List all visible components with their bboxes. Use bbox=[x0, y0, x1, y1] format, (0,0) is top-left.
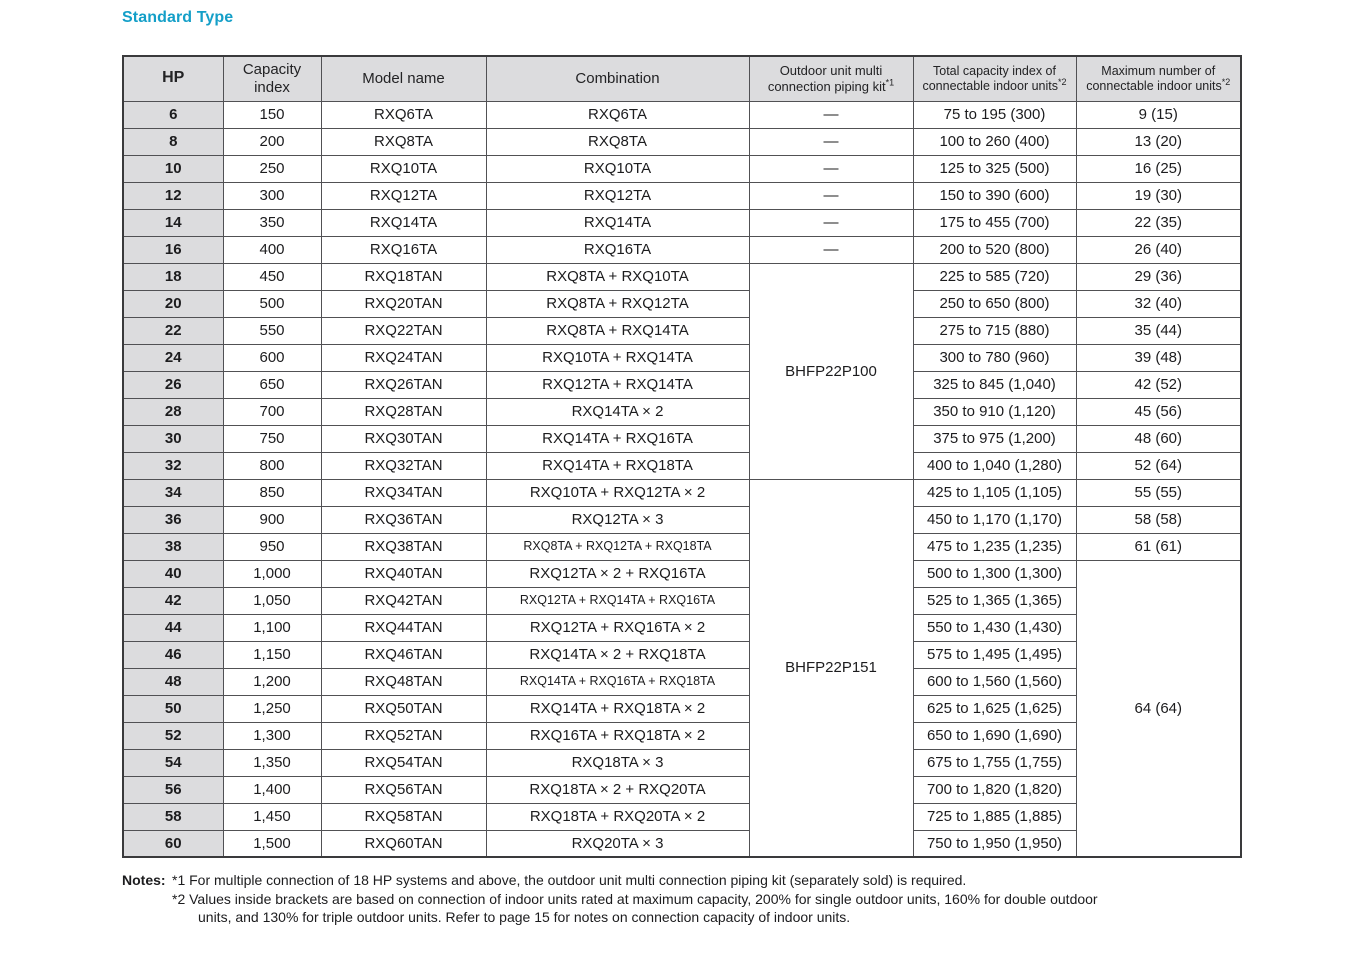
table-row bbox=[123, 425, 1241, 452]
table-row bbox=[123, 209, 1241, 236]
cell-max: 26 (40) bbox=[1076, 236, 1241, 263]
cell-max: 22 (35) bbox=[1076, 209, 1241, 236]
cell-model: RXQ6TA bbox=[321, 101, 486, 128]
cell-capacity: 1,450 bbox=[223, 803, 321, 830]
cell-model: RXQ26TAN bbox=[321, 371, 486, 398]
cell-hp: 24 bbox=[123, 344, 223, 371]
cell-model: RXQ18TAN bbox=[321, 263, 486, 290]
cell-hp: 38 bbox=[123, 533, 223, 560]
cell-hp: 34 bbox=[123, 479, 223, 506]
cell-model: RXQ40TAN bbox=[321, 560, 486, 587]
notes-body bbox=[172, 871, 1130, 927]
cell-total: 625 to 1,625 (1,625) bbox=[913, 695, 1076, 722]
cell-model: RXQ36TAN bbox=[321, 506, 486, 533]
cell-total: 125 to 325 (500) bbox=[913, 155, 1076, 182]
cell-total: 475 to 1,235 (1,235) bbox=[913, 533, 1076, 560]
table-row bbox=[123, 398, 1241, 425]
cell-combination: RXQ14TA + RXQ16TA + RXQ18TA bbox=[486, 668, 749, 695]
cell-max: 55 (55) bbox=[1076, 479, 1241, 506]
cell-hp: 48 bbox=[123, 668, 223, 695]
cell-model: RXQ56TAN bbox=[321, 776, 486, 803]
cell-total: 350 to 910 (1,120) bbox=[913, 398, 1076, 425]
header-kit: Outdoor unit multi connection piping kit$^{*1}$ bbox=[749, 56, 913, 101]
cell-kit: — bbox=[749, 209, 913, 236]
table-row bbox=[123, 722, 1241, 749]
cell-total: 325 to 845 (1,040) bbox=[913, 371, 1076, 398]
footnote-marker: *2 bbox=[1221, 76, 1231, 87]
header-total: Total capacity index of connectable indoor units$^{*2}$ bbox=[913, 56, 1076, 101]
cell-hp: 60 bbox=[123, 830, 223, 857]
table-row bbox=[123, 560, 1241, 587]
table-row bbox=[123, 830, 1241, 857]
table-row bbox=[123, 614, 1241, 641]
cell-model: RXQ46TAN bbox=[321, 641, 486, 668]
cell-model: RXQ58TAN bbox=[321, 803, 486, 830]
cell-max: 32 (40) bbox=[1076, 290, 1241, 317]
cell-hp: 54 bbox=[123, 749, 223, 776]
header-hp: HP bbox=[123, 56, 223, 101]
cell-capacity: 200 bbox=[223, 128, 321, 155]
cell-hp: 58 bbox=[123, 803, 223, 830]
cell-hp: 50 bbox=[123, 695, 223, 722]
cell-combination: RXQ16TA bbox=[486, 236, 749, 263]
cell-max: 29 (36) bbox=[1076, 263, 1241, 290]
cell-combination: RXQ18TA + RXQ20TA × 2 bbox=[486, 803, 749, 830]
cell-capacity: 350 bbox=[223, 209, 321, 236]
cell-hp: 8 bbox=[123, 128, 223, 155]
note-2: *2 Values inside brackets are based on connection of indoor units rated at maximum capacity, 200% for single outdoor units, 160% for double outdoor units, and 130% for triple outdoor units. Refer to page 15 for notes on connection capacity of indoor units. bbox=[172, 890, 1098, 925]
cell-total: 500 to 1,300 (1,300) bbox=[913, 560, 1076, 587]
table-row bbox=[123, 506, 1241, 533]
cell-kit: BHFP22P100 bbox=[749, 263, 913, 479]
cell-total: 525 to 1,365 (1,365) bbox=[913, 587, 1076, 614]
cell-total: 725 to 1,885 (1,885) bbox=[913, 803, 1076, 830]
cell-model: RXQ50TAN bbox=[321, 695, 486, 722]
table-row bbox=[123, 317, 1241, 344]
cell-capacity: 400 bbox=[223, 236, 321, 263]
table-row bbox=[123, 128, 1241, 155]
cell-combination: RXQ12TA + RXQ16TA × 2 bbox=[486, 614, 749, 641]
cell-capacity: 600 bbox=[223, 344, 321, 371]
cell-total: 650 to 1,690 (1,690) bbox=[913, 722, 1076, 749]
cell-capacity: 650 bbox=[223, 371, 321, 398]
cell-hp: 10 bbox=[123, 155, 223, 182]
table-row bbox=[123, 371, 1241, 398]
cell-model: RXQ48TAN bbox=[321, 668, 486, 695]
cell-hp: 46 bbox=[123, 641, 223, 668]
cell-hp: 32 bbox=[123, 452, 223, 479]
cell-hp: 26 bbox=[123, 371, 223, 398]
cell-capacity: 700 bbox=[223, 398, 321, 425]
cell-model: RXQ32TAN bbox=[321, 452, 486, 479]
cell-hp: 12 bbox=[123, 182, 223, 209]
cell-combination: RXQ8TA + RXQ12TA + RXQ18TA bbox=[486, 533, 749, 560]
cell-hp: 30 bbox=[123, 425, 223, 452]
cell-combination: RXQ14TA + RXQ18TA × 2 bbox=[486, 695, 749, 722]
cell-capacity: 250 bbox=[223, 155, 321, 182]
cell-model: RXQ24TAN bbox=[321, 344, 486, 371]
cell-combination: RXQ14TA + RXQ18TA bbox=[486, 452, 749, 479]
footnote-marker: *1 bbox=[885, 77, 895, 88]
cell-hp: 16 bbox=[123, 236, 223, 263]
cell-total: 400 to 1,040 (1,280) bbox=[913, 452, 1076, 479]
cell-hp: 44 bbox=[123, 614, 223, 641]
cell-max: 13 (20) bbox=[1076, 128, 1241, 155]
header-combination: Combination bbox=[486, 56, 749, 101]
cell-kit: BHFP22P151 bbox=[749, 479, 913, 857]
notes-section bbox=[122, 871, 1366, 927]
header-max: Maximum number of connectable indoor units$^{*2}$ bbox=[1076, 56, 1241, 101]
cell-capacity: 1,250 bbox=[223, 695, 321, 722]
cell-capacity: 1,200 bbox=[223, 668, 321, 695]
notes-label: Notes: bbox=[122, 872, 166, 888]
cell-combination: RXQ14TA × 2 + RXQ18TA bbox=[486, 641, 749, 668]
cell-combination: RXQ18TA × 2 + RXQ20TA bbox=[486, 776, 749, 803]
table-row bbox=[123, 344, 1241, 371]
cell-max: 52 (64) bbox=[1076, 452, 1241, 479]
cell-model: RXQ60TAN bbox=[321, 830, 486, 857]
cell-total: 700 to 1,820 (1,820) bbox=[913, 776, 1076, 803]
cell-capacity: 150 bbox=[223, 101, 321, 128]
header-model: Model name bbox=[321, 56, 486, 101]
cell-capacity: 300 bbox=[223, 182, 321, 209]
cell-combination: RXQ10TA bbox=[486, 155, 749, 182]
cell-kit: — bbox=[749, 182, 913, 209]
cell-capacity: 1,500 bbox=[223, 830, 321, 857]
cell-kit: — bbox=[749, 236, 913, 263]
cell-combination: RXQ8TA + RXQ12TA bbox=[486, 290, 749, 317]
table-row bbox=[123, 587, 1241, 614]
cell-total: 575 to 1,495 (1,495) bbox=[913, 641, 1076, 668]
cell-combination: RXQ12TA + RXQ14TA bbox=[486, 371, 749, 398]
cell-model: RXQ30TAN bbox=[321, 425, 486, 452]
cell-model: RXQ8TA bbox=[321, 128, 486, 155]
cell-combination: RXQ8TA + RXQ10TA bbox=[486, 263, 749, 290]
cell-total: 100 to 260 (400) bbox=[913, 128, 1076, 155]
cell-hp: 18 bbox=[123, 263, 223, 290]
cell-model: RXQ28TAN bbox=[321, 398, 486, 425]
cell-total: 75 to 195 (300) bbox=[913, 101, 1076, 128]
header-capacity: Capacity index bbox=[223, 56, 321, 101]
header-row bbox=[123, 56, 1241, 101]
cell-max: 48 (60) bbox=[1076, 425, 1241, 452]
cell-combination: RXQ12TA × 2 + RXQ16TA bbox=[486, 560, 749, 587]
table-row bbox=[123, 263, 1241, 290]
cell-combination: RXQ16TA + RXQ18TA × 2 bbox=[486, 722, 749, 749]
cell-combination: RXQ10TA + RXQ14TA bbox=[486, 344, 749, 371]
cell-capacity: 500 bbox=[223, 290, 321, 317]
cell-total: 200 to 520 (800) bbox=[913, 236, 1076, 263]
cell-total: 550 to 1,430 (1,430) bbox=[913, 614, 1076, 641]
cell-total: 600 to 1,560 (1,560) bbox=[913, 668, 1076, 695]
cell-capacity: 1,100 bbox=[223, 614, 321, 641]
cell-max: 9 (15) bbox=[1076, 101, 1241, 128]
cell-model: RXQ54TAN bbox=[321, 749, 486, 776]
cell-total: 375 to 975 (1,200) bbox=[913, 425, 1076, 452]
cell-total: 675 to 1,755 (1,755) bbox=[913, 749, 1076, 776]
cell-hp: 28 bbox=[123, 398, 223, 425]
table-row bbox=[123, 155, 1241, 182]
cell-kit: — bbox=[749, 128, 913, 155]
cell-hp: 40 bbox=[123, 560, 223, 587]
table-row bbox=[123, 641, 1241, 668]
cell-max: 45 (56) bbox=[1076, 398, 1241, 425]
cell-model: RXQ22TAN bbox=[321, 317, 486, 344]
table-row bbox=[123, 101, 1241, 128]
cell-combination: RXQ8TA + RXQ14TA bbox=[486, 317, 749, 344]
cell-model: RXQ38TAN bbox=[321, 533, 486, 560]
cell-model: RXQ10TA bbox=[321, 155, 486, 182]
table-row bbox=[123, 668, 1241, 695]
cell-combination: RXQ12TA bbox=[486, 182, 749, 209]
footnote-marker: *2 bbox=[1058, 76, 1067, 87]
cell-model: RXQ14TA bbox=[321, 209, 486, 236]
cell-hp: 52 bbox=[123, 722, 223, 749]
cell-capacity: 1,150 bbox=[223, 641, 321, 668]
table-row bbox=[123, 290, 1241, 317]
cell-max: 42 (52) bbox=[1076, 371, 1241, 398]
cell-combination: RXQ18TA × 3 bbox=[486, 749, 749, 776]
cell-combination: RXQ14TA × 2 bbox=[486, 398, 749, 425]
cell-combination: RXQ10TA + RXQ12TA × 2 bbox=[486, 479, 749, 506]
cell-capacity: 800 bbox=[223, 452, 321, 479]
cell-max: 64 (64) bbox=[1076, 560, 1241, 857]
cell-capacity: 450 bbox=[223, 263, 321, 290]
cell-capacity: 1,350 bbox=[223, 749, 321, 776]
cell-max: 35 (44) bbox=[1076, 317, 1241, 344]
table-row bbox=[123, 479, 1241, 506]
cell-hp: 22 bbox=[123, 317, 223, 344]
cell-capacity: 850 bbox=[223, 479, 321, 506]
cell-combination: RXQ14TA bbox=[486, 209, 749, 236]
cell-hp: 42 bbox=[123, 587, 223, 614]
spec-table bbox=[122, 55, 1242, 858]
cell-capacity: 900 bbox=[223, 506, 321, 533]
cell-combination: RXQ6TA bbox=[486, 101, 749, 128]
cell-hp: 14 bbox=[123, 209, 223, 236]
cell-hp: 56 bbox=[123, 776, 223, 803]
cell-hp: 6 bbox=[123, 101, 223, 128]
cell-capacity: 1,400 bbox=[223, 776, 321, 803]
cell-capacity: 550 bbox=[223, 317, 321, 344]
cell-max: 16 (25) bbox=[1076, 155, 1241, 182]
cell-model: RXQ44TAN bbox=[321, 614, 486, 641]
cell-max: 19 (30) bbox=[1076, 182, 1241, 209]
table-row bbox=[123, 236, 1241, 263]
cell-combination: RXQ20TA × 3 bbox=[486, 830, 749, 857]
cell-combination: RXQ14TA + RXQ16TA bbox=[486, 425, 749, 452]
cell-combination: RXQ8TA bbox=[486, 128, 749, 155]
table-row bbox=[123, 749, 1241, 776]
cell-capacity: 750 bbox=[223, 425, 321, 452]
table-row bbox=[123, 803, 1241, 830]
cell-capacity: 1,300 bbox=[223, 722, 321, 749]
cell-total: 175 to 455 (700) bbox=[913, 209, 1076, 236]
cell-capacity: 1,000 bbox=[223, 560, 321, 587]
cell-capacity: 1,050 bbox=[223, 587, 321, 614]
cell-total: 750 to 1,950 (1,950) bbox=[913, 830, 1076, 857]
cell-max: 39 (48) bbox=[1076, 344, 1241, 371]
cell-capacity: 950 bbox=[223, 533, 321, 560]
cell-total: 225 to 585 (720) bbox=[913, 263, 1076, 290]
table-row bbox=[123, 533, 1241, 560]
cell-kit: — bbox=[749, 101, 913, 128]
note-1: *1 For multiple connection of 18 HP systems and above, the outdoor unit multi connection piping kit (separately sold) is required. bbox=[172, 872, 967, 888]
cell-model: RXQ34TAN bbox=[321, 479, 486, 506]
cell-hp: 36 bbox=[123, 506, 223, 533]
cell-hp: 20 bbox=[123, 290, 223, 317]
page-title: Standard Type bbox=[122, 9, 234, 26]
table-row bbox=[123, 452, 1241, 479]
cell-total: 425 to 1,105 (1,105) bbox=[913, 479, 1076, 506]
cell-combination: RXQ12TA × 3 bbox=[486, 506, 749, 533]
cell-model: RXQ42TAN bbox=[321, 587, 486, 614]
cell-model: RXQ52TAN bbox=[321, 722, 486, 749]
cell-total: 275 to 715 (880) bbox=[913, 317, 1076, 344]
cell-combination: RXQ12TA + RXQ14TA + RXQ16TA bbox=[486, 587, 749, 614]
cell-total: 250 to 650 (800) bbox=[913, 290, 1076, 317]
cell-model: RXQ16TA bbox=[321, 236, 486, 263]
table-row bbox=[123, 182, 1241, 209]
table-row bbox=[123, 695, 1241, 722]
cell-total: 450 to 1,170 (1,170) bbox=[913, 506, 1076, 533]
cell-total: 300 to 780 (960) bbox=[913, 344, 1076, 371]
cell-total: 150 to 390 (600) bbox=[913, 182, 1076, 209]
cell-model: RXQ20TAN bbox=[321, 290, 486, 317]
cell-max: 61 (61) bbox=[1076, 533, 1241, 560]
table-row bbox=[123, 776, 1241, 803]
cell-model: RXQ12TA bbox=[321, 182, 486, 209]
cell-kit: — bbox=[749, 155, 913, 182]
cell-max: 58 (58) bbox=[1076, 506, 1241, 533]
